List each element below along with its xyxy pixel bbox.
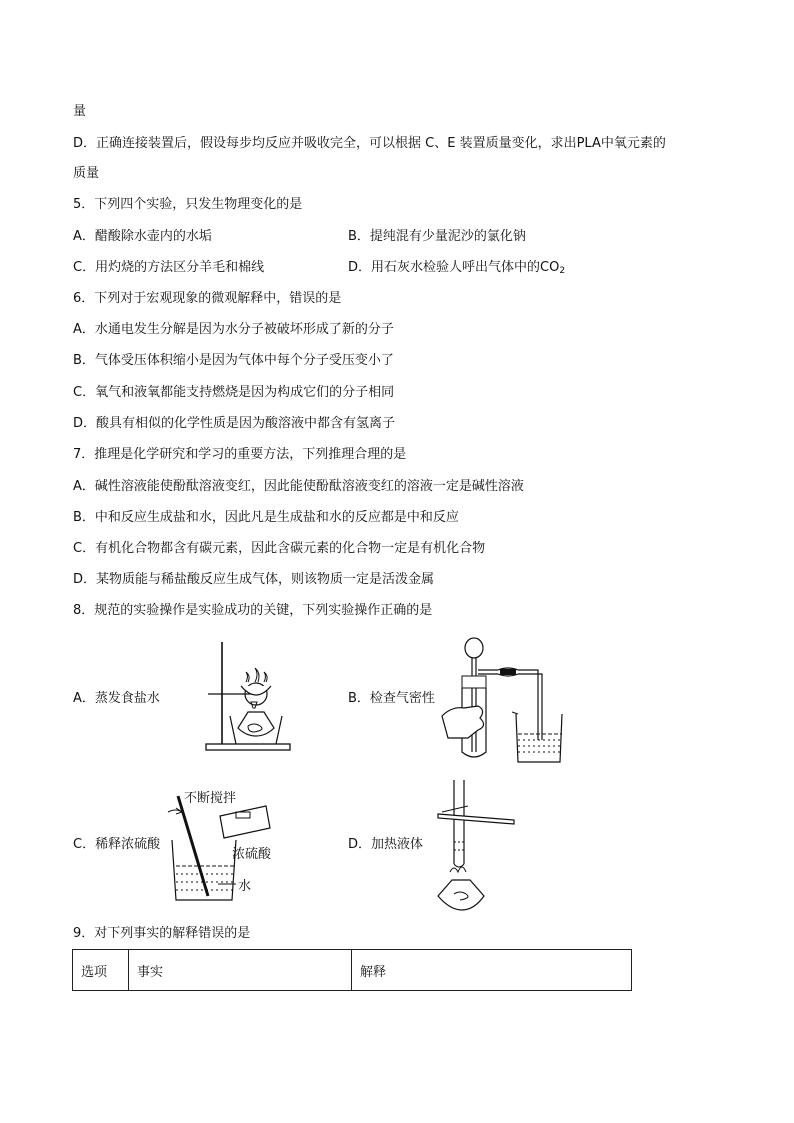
table-row xyxy=(73,950,632,991)
q6-stem: 6．下列对于宏观现象的微观解释中，错误的是 xyxy=(73,291,342,306)
q5-option-b: B．提纯混有少量泥沙的氯化钠 xyxy=(348,229,526,244)
q5-option-c: C．用灼烧的方法区分羊毛和棉线 xyxy=(73,260,265,275)
q5-option-a: A．醋酸除水壶内的水垢 xyxy=(73,229,212,244)
q7-option-b: B．中和反应生成盐和水，因此凡是生成盐和水的反应都是中和反应 xyxy=(73,510,459,525)
airtightness-check-figure xyxy=(438,634,568,768)
q8-option-d-label: D．加热液体 xyxy=(348,837,424,852)
q5-option-d: D．用石灰水检验人呼出气体中的$CO_2$ xyxy=(348,260,566,276)
q5-stem: 5．下列四个实验，只发生物理变化的是 xyxy=(73,197,303,212)
text-line-liang: 量 xyxy=(73,104,87,119)
q8-stem: 8．规范的实验操作是实验成功的关键，下列实验操作正确的是 xyxy=(73,603,433,618)
acid-label: 浓硫酸 xyxy=(232,847,272,862)
q4-option-d-cont: 质量 xyxy=(73,166,100,181)
table-header-fact: 事实 xyxy=(129,950,352,991)
q8-option-c-label: C．稀释浓硫酸 xyxy=(73,837,161,852)
q4-option-d: D．正确连接装置后，假设每步均反应并吸收完全，可以根据 C、E 装置质量变化，求出PLA中氧元素的 xyxy=(73,136,666,151)
stir-label: 不断搅拌 xyxy=(184,791,237,806)
table-header-explanation: 解释 xyxy=(352,950,632,991)
q8-option-b-label: B．检查气密性 xyxy=(348,691,435,706)
q7-option-a: A．碱性溶液能使酚酞溶液变红，因此能使酚酞溶液变红的溶液一定是碱性溶液 xyxy=(73,479,524,494)
table-header-option: 选项 xyxy=(73,950,129,991)
dilute-acid-figure xyxy=(160,780,300,910)
water-label: 水 xyxy=(238,879,252,894)
q7-stem: 7．推理是化学研究和学习的重要方法，下列推理合理的是 xyxy=(73,447,407,462)
q6-option-d: D．酸具有相似的化学性质是因为酸溶液中都含有氢离子 xyxy=(73,416,396,431)
q6-option-c: C．氧气和液氧都能支持燃烧是因为构成它们的分子相同 xyxy=(73,385,395,400)
q9-table xyxy=(72,949,632,991)
q6-option-b: B．气体受压体积缩小是因为气体中每个分子受压变小了 xyxy=(73,353,394,368)
q7-option-d: D．某物质能与稀盐酸反应生成气体，则该物质一定是活泼金属 xyxy=(73,572,435,587)
q7-option-c: C．有机化合物都含有碳元素，因此含碳元素的化合物一定是有机化合物 xyxy=(73,541,486,556)
q9-stem: 9．对下列事实的解释错误的是 xyxy=(73,926,251,941)
q8-option-a-label: A．蒸发食盐水 xyxy=(73,691,160,706)
q6-option-a: A．水通电发生分解是因为水分子被破坏形成了新的分子 xyxy=(73,322,394,337)
evaporation-apparatus-figure xyxy=(200,636,300,756)
heat-liquid-figure xyxy=(428,776,528,916)
